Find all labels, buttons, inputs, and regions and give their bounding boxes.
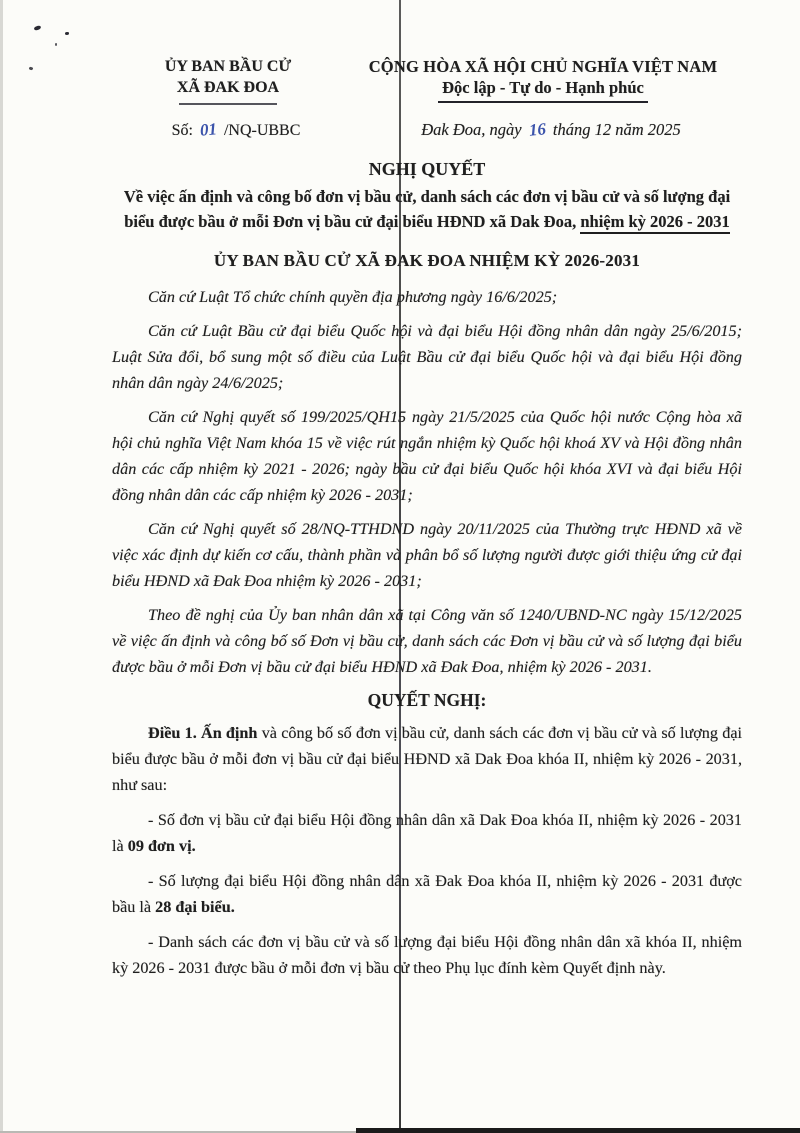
list-item-text: - Danh sách các đơn vị bầu cử và số lượng đại biểu Hội đồng nhân dân xã khóa II, nhiệm kỳ 2026 - 2031 được bầu ở mỗi đơn vị bầu cử theo Phụ lục đính kèm Quyết định này.: [112, 933, 742, 977]
doc-date-handwritten-day: 16: [527, 119, 547, 140]
doc-number-handwritten-value: 01: [199, 119, 218, 140]
preamble-paragraph: Căn cứ Luật Tổ chức chính quyền địa phương ngày 16/6/2025;: [148, 288, 558, 306]
article-1-paragraph: [112, 720, 742, 798]
list-item-text: - Số lượng đại biểu Hội đồng nhân dân xã Đak Đoa khóa II, nhiệm kỳ 2026 - 2031 được bầu là: [112, 872, 742, 916]
resolve-heading: QUYẾT NGHỊ:: [367, 690, 487, 710]
issuing-org-line2: XÃ ĐAK ĐOA: [176, 79, 280, 96]
preamble-paragraph: Căn cứ Nghị quyết số 199/2025/QH15 ngày 21/5/2025 của Quốc hội nước Cộng hòa xã hội chủ nghĩa Việt Nam khóa 15 về việc rút ngắn nhiệm kỳ Quốc hội khoá XV và Hội đồng nhân dân các cấp nhiệm kỳ 2021 - 2026; ngày bầu cử đại biểu Quốc hội khóa XVI và đại biểu Hội đồng nhân dân các cấp nhiệm kỳ 2026 - 2031;: [112, 408, 742, 504]
issuing-org-line1: ỦY BAN BẦU CỬ: [164, 58, 292, 75]
document-title-block: [112, 156, 742, 234]
issuing-org-block: [112, 56, 344, 105]
document-subject: [117, 184, 737, 234]
doc-date-suffix: tháng 12 năm 2025: [552, 120, 681, 139]
document-type-title: NGHỊ QUYẾT: [368, 159, 486, 179]
list-item-annex: [112, 929, 742, 981]
preamble-paragraph: Căn cứ Luật Bầu cử đại biểu Quốc hội và đại biểu Hội đồng nhân dân ngày 25/6/2015; Luật Sửa đổi, bổ sung một số điều của Luật Bầu cử đại biểu Quốc hội và đại biểu Hội đồng nhân dân ngày 24/6/2025;: [112, 322, 742, 392]
document-meta-row: [112, 120, 742, 140]
preamble-paragraph: Theo đề nghị của Ủy ban nhân dân xã tại Công văn số 1240/UBND-NC ngày 15/12/2025 về việc ấn định và công bố số Đơn vị bầu cử, danh sách các Đơn vị bầu cử và số lượng đại biểu được bầu ở mỗi Đơn vị bầu cử đại biểu HĐND xã Đak Đoa, nhiệm kỳ 2026 - 2031.: [112, 606, 742, 676]
article-1-label: Điều 1. Ấn định: [148, 724, 258, 742]
document-subject-main: Về việc ấn định và công bố đơn vị bầu cử, danh sách các đơn vị bầu cử và số lượng đại biểu được bầu ở mỗi Đơn vị bầu cử đại biểu HĐND xã Dak Đoa,: [123, 187, 731, 231]
article-1-text: và công bố số đơn vị bầu cử, danh sách các đơn vị bầu cử và số lượng đại biểu được bầu ở mỗi đơn vị bầu cử đại biểu HĐND xã Dak Đoa khóa II, nhiệm kỳ 2026 - 2031, như sau:: [112, 724, 743, 794]
list-item-units: [112, 807, 742, 859]
list-item-bold-value: 28 đại biểu.: [155, 898, 235, 916]
national-title: CỘNG HÒA XÃ HỘI CHỦ NGHĨA VIỆT NAM: [368, 57, 718, 76]
national-header-block: [344, 56, 742, 105]
list-item-delegates: [112, 868, 742, 920]
doc-number-label: Số:: [171, 122, 193, 139]
committee-heading: ỦY BAN BẦU CỬ XÃ ĐAK ĐOA NHIỆM KỲ 2026-2031: [213, 251, 641, 270]
preamble-paragraph: Căn cứ Nghị quyết số 28/NQ-TTHDND ngày 20/11/2025 của Thường trực HĐND xã về việc xác định dự kiến cơ cấu, thành phần và phân bổ số lượng người được giới thiệu ứng cử đại biểu HĐND xã Đak Đoa nhiệm kỳ 2026 - 2031;: [112, 520, 742, 590]
document-number: [112, 120, 360, 140]
list-item-text: - Số đơn vị bầu cử đại biểu Hội đồng nhân dân xã Dak Đoa khóa II, nhiệm kỳ 2026 - 2031 là: [112, 811, 742, 855]
preamble-section: [112, 284, 742, 680]
org-underline: [179, 103, 277, 105]
document-subject-underlined: nhiệm kỳ 2026 - 2031: [580, 212, 729, 234]
doc-number-suffix: /NQ-UBBC: [223, 122, 301, 139]
national-motto: Độc lập - Tự do - Hạnh phúc: [438, 77, 648, 103]
list-item-bold-value: 09 đơn vị.: [127, 837, 196, 855]
doc-date-prefix: Đak Đoa, ngày: [421, 120, 522, 139]
document-header: [112, 56, 742, 105]
document-place-date: [360, 120, 742, 140]
